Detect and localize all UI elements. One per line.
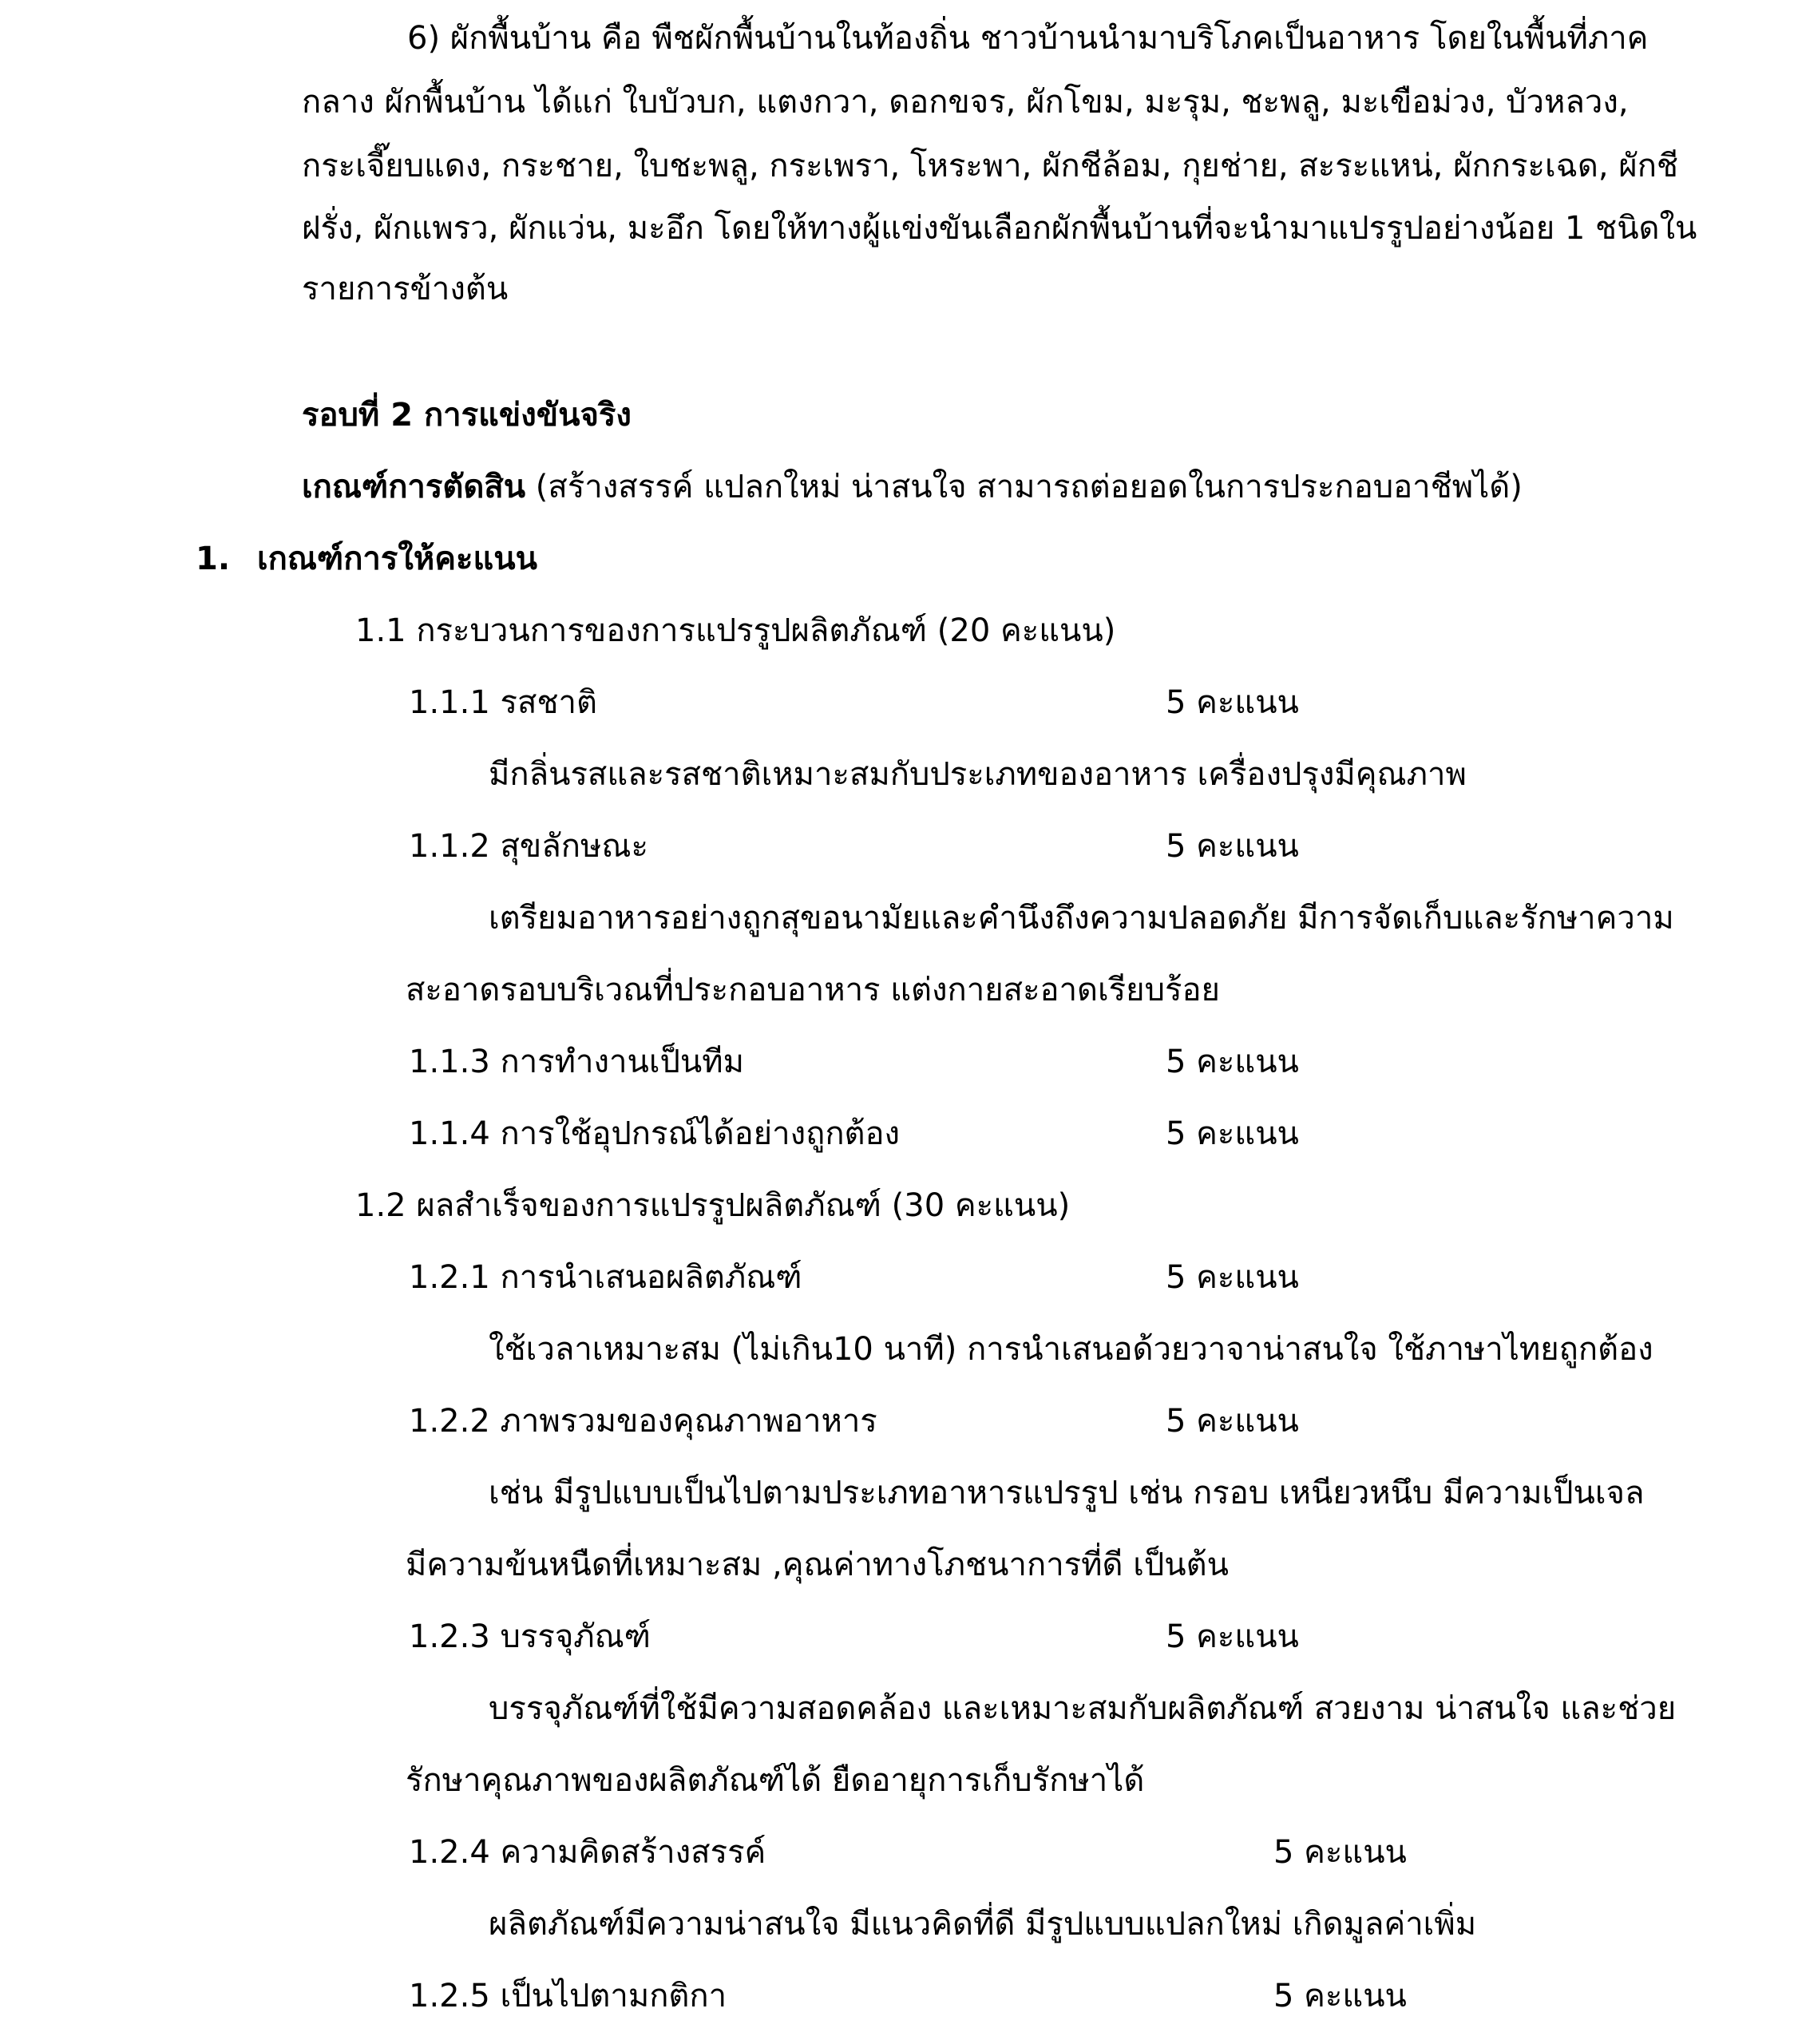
item-desc: บรรจุภัณฑ์ที่ใช้มีความสอดคล้อง และเหมาะสมกับผลิตภัณฑ์ สวยงาม น่าสนใจ และช่วย <box>489 1690 1677 1727</box>
intro-line-2: กลาง ผักพื้นบ้าน ได้แก่ ใบบัวบก, แตงกวา, ดอกขจร, ผักโขม, มะรุม, ชะพลู, มะเขือม่วง, บัวหลวง, <box>302 84 1629 121</box>
item-label: 1.1.3 การทำงานเป็นทีม <box>409 1044 744 1080</box>
item-desc: ใช้เวลาเหมาะสม (ไม่เกิน10 นาที) การนำเสนอด้วยวาจาน่าสนใจ ใช้ภาษาไทยถูกต้อง <box>489 1331 1653 1368</box>
item-label: 1.1.2 สุขลักษณะ <box>409 828 648 865</box>
item-desc: เช่น มีรูปแบบเป็นไปตามประเภทอาหารแปรรูป เช่น กรอบ เหนียวหนึบ มีความเป็นเจล <box>489 1475 1645 1511</box>
item-points: 5 คะแนน <box>1273 1834 1407 1871</box>
item-points: 5 คะแนน <box>1166 828 1299 865</box>
item-points: 5 คะแนน <box>1273 1978 1407 2014</box>
item-points: 5 คะแนน <box>1166 1259 1299 1296</box>
sec1-title: 1.1 กระบวนการของการแปรรูปผลิตภัณฑ์ (20 คะแนน) <box>355 612 1116 649</box>
item-points: 5 คะแนน <box>1166 1618 1299 1655</box>
intro-line-3: กระเจี๊ยบแดง, กระชาย, ใบชะพลู, กระเพรา, โหระพา, ผักชีล้อม, กุยช่าย, สะระแหน่, ผักกระเฉด, ผักชี <box>302 148 1679 184</box>
intro-line-5: รายการข้างต้น <box>302 271 509 307</box>
item-points: 5 คะแนน <box>1166 1115 1299 1152</box>
scoring-number: 1. <box>196 541 231 577</box>
item-points: 5 คะแนน <box>1166 1044 1299 1080</box>
criteria-label: เกณฑ์การตัดสิน <box>302 469 526 505</box>
item-label: 1.1.4 การใช้อุปกรณ์ได้อย่างถูกต้อง <box>409 1115 901 1152</box>
criteria-text: (สร้างสรรค์ แปลกใหม่ น่าสนใจ สามารถต่อยอดในการประกอบอาชีพได้) <box>525 469 1523 505</box>
item-label: 1.1.1 รสชาติ <box>409 684 597 721</box>
item-desc: มีกลิ่นรสและรสชาติเหมาะสมกับประเภทของอาหาร เครื่องปรุงมีคุณภาพ <box>489 756 1467 793</box>
item-desc: ผลิตภัณฑ์มีความน่าสนใจ มีแนวคิดที่ดี มีรูปแบบแปลกใหม่ เกิดมูลค่าเพิ่ม <box>489 1906 1477 1943</box>
item-desc: มีความข้นหนืดที่เหมาะสม ,คุณค่าทางโภชนาการที่ดี เป็นต้น <box>406 1547 1229 1583</box>
item-desc: เตรียมอาหารอย่างถูกสุขอนามัยและคำนึงถึงความปลอดภัย มีการจัดเก็บและรักษาความ <box>489 900 1674 937</box>
intro-line-1: 6) ผักพื้นบ้าน คือ พืชผักพื้นบ้านในท้องถิ่น ชาวบ้านนำมาบริโภคเป็นอาหาร โดยในพื้นที่ภาค <box>407 20 1649 57</box>
item-points: 5 คะแนน <box>1166 1403 1299 1440</box>
scoring-title: เกณฑ์การให้คะแนน <box>257 541 537 577</box>
item-label: 1.2.4 ความคิดสร้างสรรค์ <box>409 1834 766 1871</box>
intro-line-4: ฝรั่ง, ผักแพรว, ผักแว่น, มะอึก โดยให้ทางผู้แข่งขันเลือกผักพื้นบ้านที่จะนำมาแปรรูปอย่างน้อย 1 ชนิดใน <box>302 210 1697 247</box>
sec2-title: 1.2 ผลสำเร็จของการแปรรูปผลิตภัณฑ์ (30 คะแนน) <box>355 1187 1071 1224</box>
item-label: 1.2.2 ภาพรวมของคุณภาพอาหาร <box>409 1403 877 1440</box>
criteria-line <box>302 471 1523 503</box>
round2-heading: รอบที่ 2 การแข่งขันจริง <box>302 397 632 434</box>
item-desc: รักษาคุณภาพของผลิตภัณฑ์ได้ ยืดอายุการเก็บรักษาได้ <box>406 1762 1145 1799</box>
item-label: 1.2.3 บรรจุภัณฑ์ <box>409 1618 651 1655</box>
item-label: 1.2.5 เป็นไปตามกติกา <box>409 1978 727 2014</box>
item-points: 5 คะแนน <box>1166 684 1299 721</box>
item-label: 1.2.1 การนำเสนอผลิตภัณฑ์ <box>409 1259 802 1296</box>
item-desc: สะอาดรอบบริเวณที่ประกอบอาหาร แต่งกายสะอาดเรียบร้อย <box>406 972 1220 1008</box>
